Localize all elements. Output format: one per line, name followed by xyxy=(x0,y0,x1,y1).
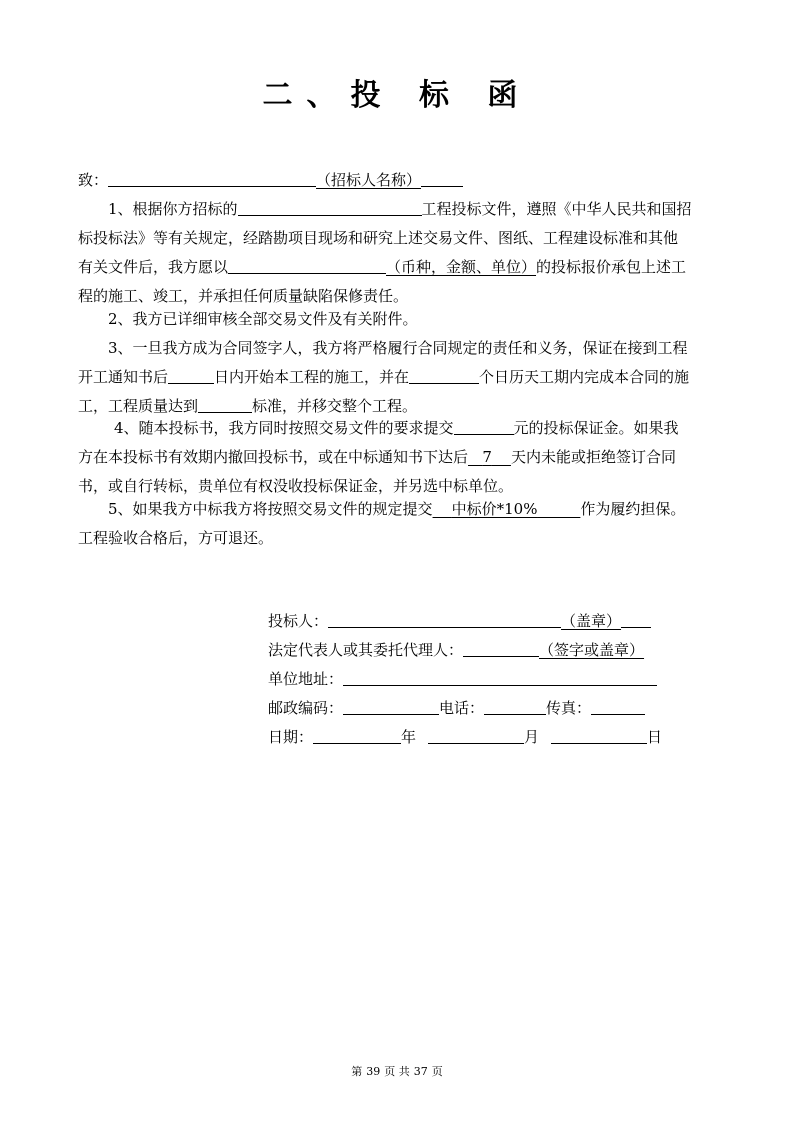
paragraph-5: 5、如果我方中标我方将按照交易文件的规定提交 中标价*10% 作为履约担保。 工程验收合格后，方可退还。 xyxy=(78,500,686,547)
phone-field[interactable] xyxy=(484,696,546,715)
representative-seal-label: （签字或盖章） xyxy=(539,641,645,659)
phone-label: 电话： xyxy=(439,699,485,717)
recipient-name-blank[interactable] xyxy=(108,168,316,187)
address-field[interactable] xyxy=(343,667,657,686)
duration-days-blank[interactable] xyxy=(409,365,479,384)
bidder-label: 投标人： xyxy=(268,612,329,630)
postal-code-field[interactable] xyxy=(343,696,439,715)
postal-code-label: 邮政编码： xyxy=(268,699,344,717)
year-field[interactable] xyxy=(313,725,401,744)
quality-standard-blank[interactable] xyxy=(198,394,252,413)
bidder-field[interactable] xyxy=(328,609,561,628)
page-total: 37 xyxy=(413,1065,428,1078)
paragraph-4: 4、随本投标书，我方同时按照交易文件的要求提交 元的投标保证金。如果我 方在本投标书有效期内撤回投标书，或在中标通知书下达后 7 天内未能或拒绝签订合同 书，或自行转标，贵单位有权没收投标保证金，并另选中标单位。 xyxy=(78,414,718,501)
recipient-line xyxy=(78,166,718,195)
bidder-seal-label: （盖章） xyxy=(561,612,622,630)
signature-block: 投标人： （盖章） 法定代表人或其委托代理人： （签字或盖章） 单位地址： 邮政编码： 电话： 传真： 日期： 年 月 日 xyxy=(268,607,668,752)
to-prefix: 致： xyxy=(78,171,109,189)
page-number: 39 xyxy=(366,1065,381,1078)
bid-bond-amount-blank[interactable] xyxy=(454,416,514,435)
recipient-name-blank-tail xyxy=(421,168,463,187)
page-title: 二、投 标 函 xyxy=(262,78,532,113)
performance-bond-value: 中标价*10% xyxy=(451,500,538,518)
fax-field[interactable] xyxy=(591,696,645,715)
paragraph-3: 3、一旦我方成为合同签字人，我方将严格履行合同规定的责任和义务，保证在接到工程 开工通知书后 日内开始本工程的施工，并在 个日历天工期内完成本合同的施 工，工程质量达到 标准，并移交整个工程。 xyxy=(78,339,690,415)
day-field[interactable] xyxy=(551,725,647,744)
bid-amount-label: （币种，金额、单位） xyxy=(386,258,537,276)
paragraph-1: 1、根据你方招标的 工程投标文件，遵照《中华人民共和国招 标投标法》等有关规定，经踏勘项目现场和研究上述交易文件、图纸、工程建设标准和其他 有关文件后，我方愿以 （币种，金额、单位）的投标报价承包上述工 程的施工、竣工，并承担任何质量缺陷保修责任。 xyxy=(78,195,718,311)
start-days-blank[interactable] xyxy=(168,365,214,384)
project-name-blank[interactable] xyxy=(238,197,422,216)
bid-amount-blank[interactable] xyxy=(228,255,386,274)
month-field[interactable] xyxy=(428,725,524,744)
date-label: 日期： xyxy=(268,728,314,746)
representative-field[interactable] xyxy=(463,638,539,657)
recipient-name-label: （招标人名称） xyxy=(316,171,422,189)
paragraph-2: 2、我方已详细审核全部交易文件及有关附件。 xyxy=(108,310,418,328)
contract-days-value: 7 xyxy=(482,448,492,466)
fax-label: 传真： xyxy=(546,699,592,717)
representative-label: 法定代表人或其委托代理人： xyxy=(268,641,464,659)
page-footer: 第 39 页 共 37 页 xyxy=(351,1065,443,1078)
address-label: 单位地址： xyxy=(268,670,344,688)
